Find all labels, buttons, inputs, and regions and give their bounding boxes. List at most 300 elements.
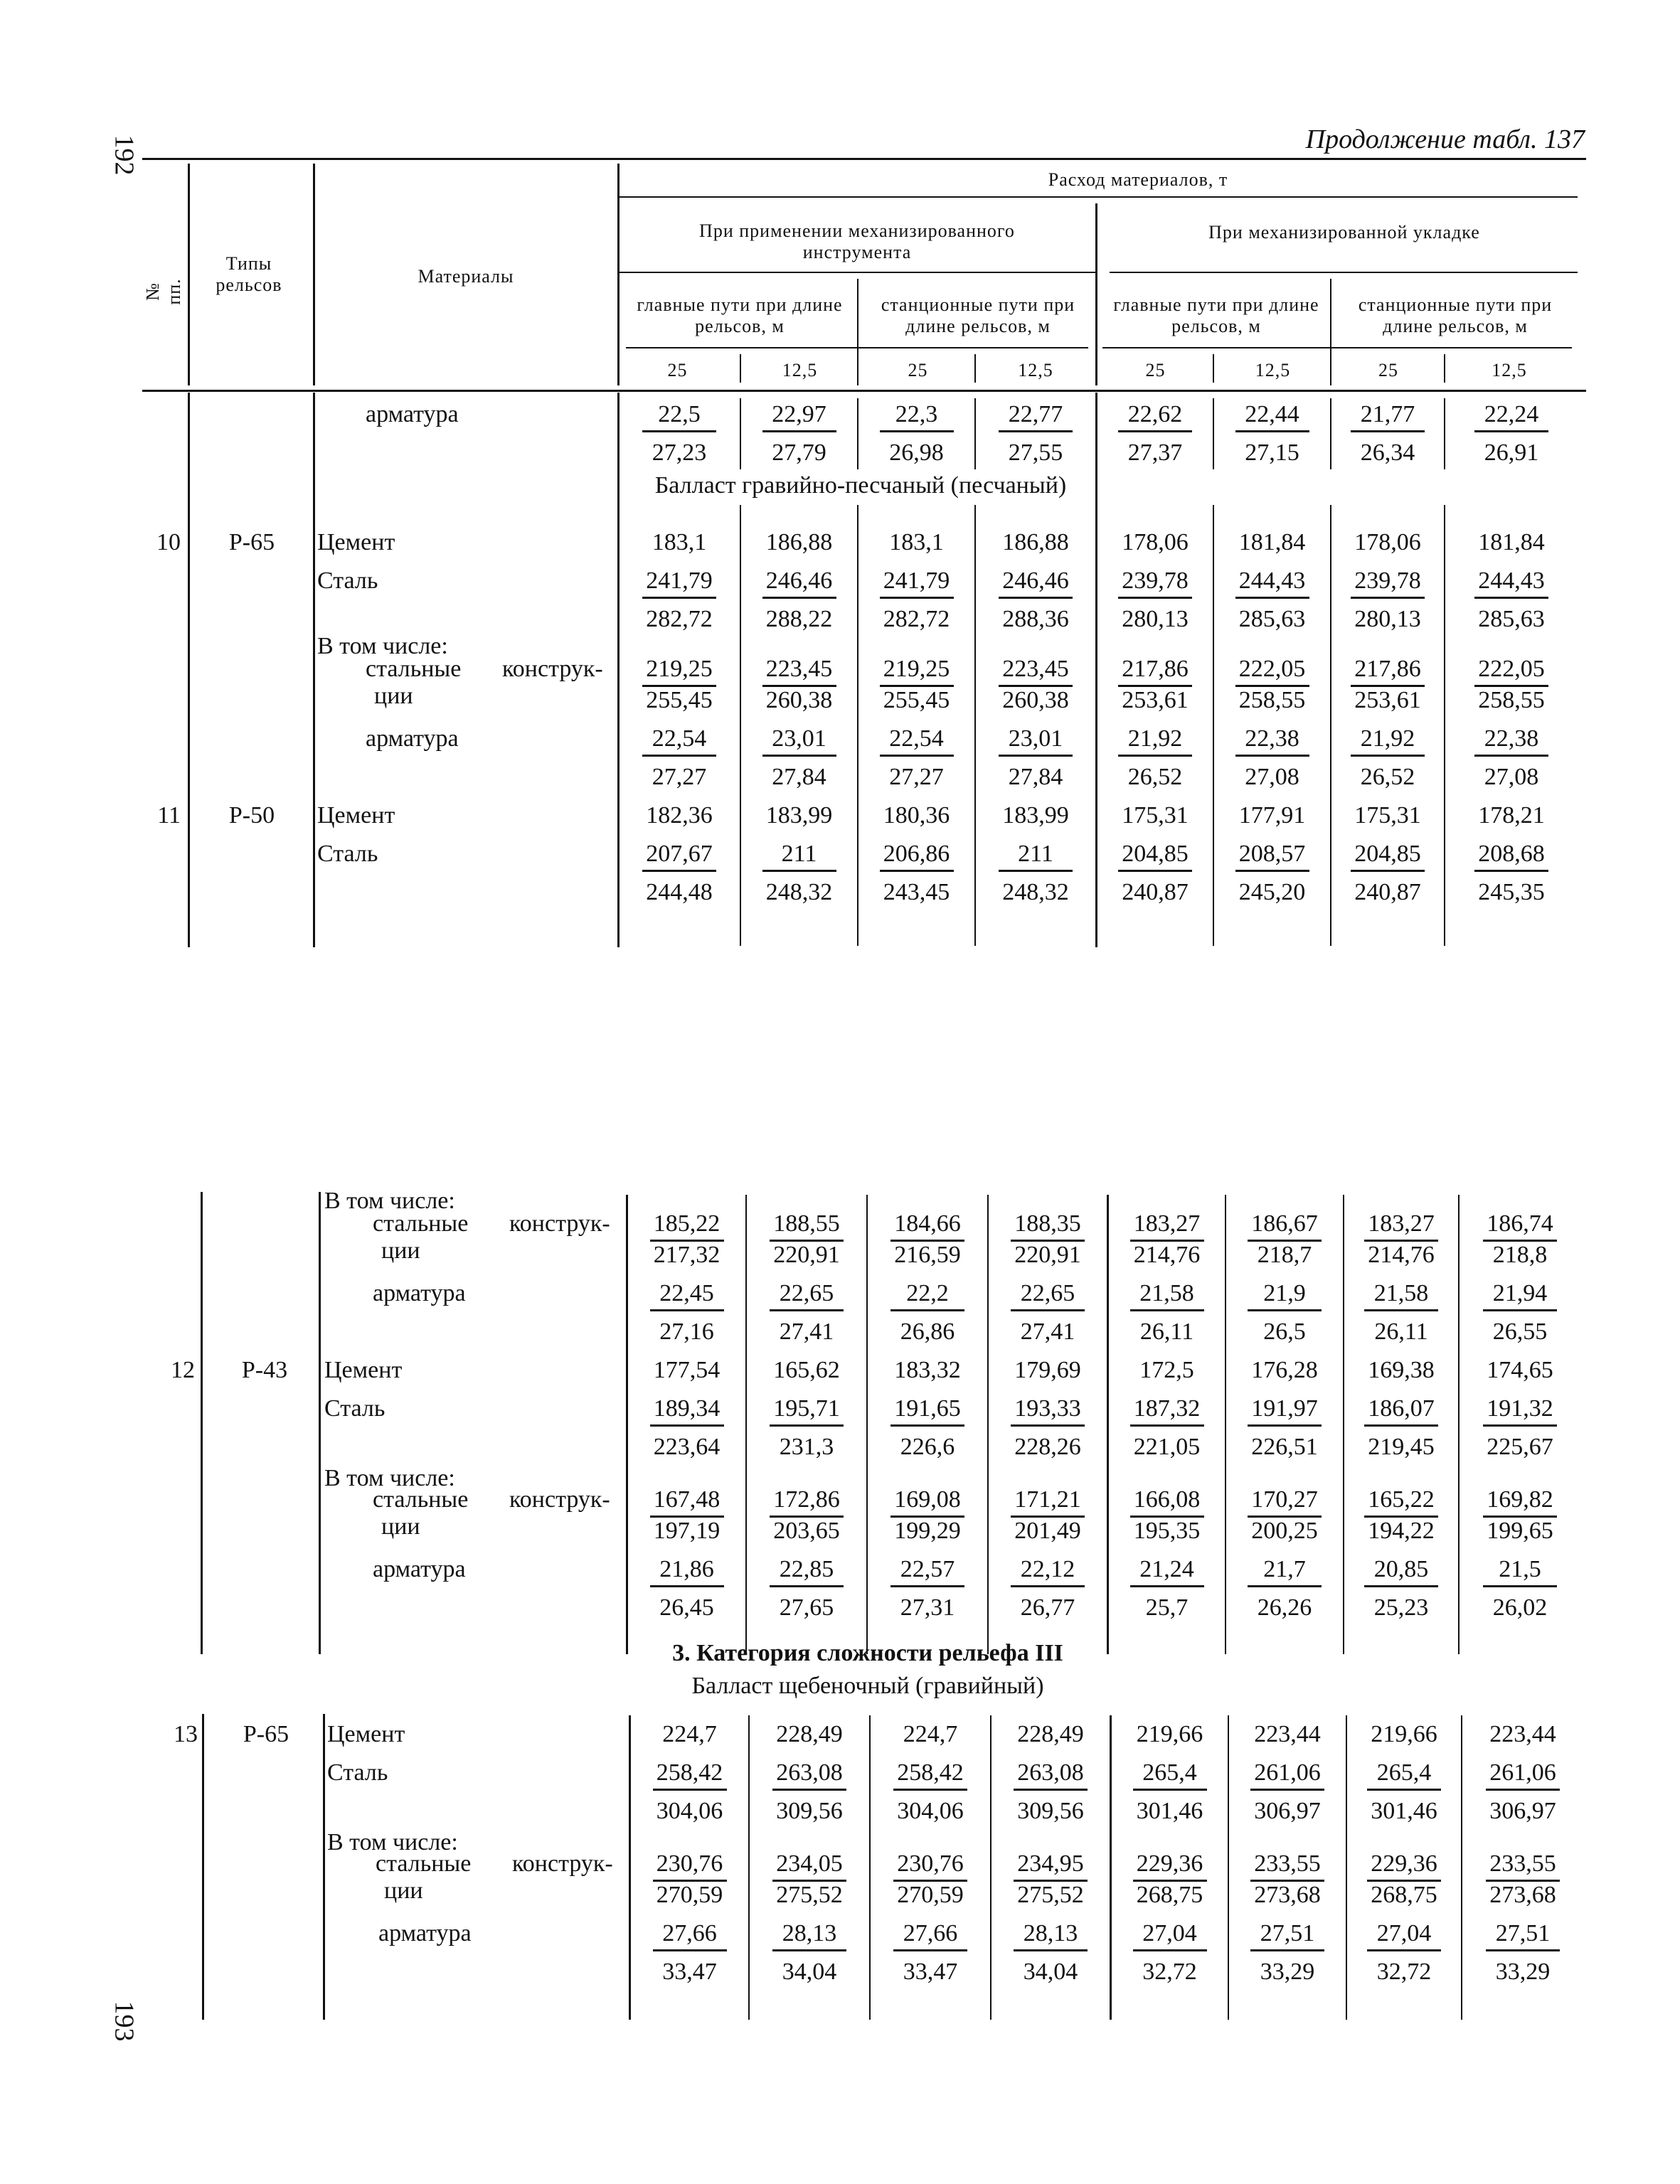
value-cell: 177,54 xyxy=(653,1357,721,1383)
value-cell: 203,65 xyxy=(773,1518,840,1544)
value-cell: 221,05 xyxy=(1133,1434,1201,1460)
value-cell: 33,29 xyxy=(1495,1959,1551,1985)
value-cell: 258,42 xyxy=(631,1754,748,1792)
table-row xyxy=(0,797,1680,835)
table-row xyxy=(0,1313,1680,1351)
material-label: Цемент xyxy=(324,1357,403,1383)
material-label: В том числе: xyxy=(324,1465,455,1491)
value-cell: 273,68 xyxy=(1489,1882,1556,1908)
value-cell: 27,15 xyxy=(1245,440,1299,466)
value-cell: 199,29 xyxy=(894,1518,961,1544)
value-cell: 306,97 xyxy=(1254,1798,1321,1824)
value-cell: 27,27 xyxy=(889,764,944,790)
value-cell: 217,32 xyxy=(653,1242,721,1268)
value-cell: 239,78 xyxy=(1331,562,1444,600)
value-cell: 165,62 xyxy=(773,1357,840,1383)
value-cell: 220,91 xyxy=(1014,1242,1081,1268)
section-heading: Балласт гравийно-песчаный (песчаный) xyxy=(654,472,1067,499)
value-cell: 241,79 xyxy=(619,562,740,600)
table-row xyxy=(0,1274,1680,1313)
table-row xyxy=(0,681,1680,720)
value-cell: 219,25 xyxy=(858,650,974,688)
header-bottom-rule xyxy=(142,390,1586,392)
value-cell: 174,65 xyxy=(1487,1357,1553,1383)
value-cell: 183,1 xyxy=(652,529,707,555)
value-cell: 25,23 xyxy=(1373,1594,1429,1621)
value-cell: 186,07 xyxy=(1344,1390,1458,1428)
table-row xyxy=(0,523,1680,562)
value-cell: 33,47 xyxy=(903,1959,958,1985)
value-cell: 255,45 xyxy=(646,687,713,713)
table-row xyxy=(0,1512,1680,1550)
value-cell: 34,04 xyxy=(1023,1959,1078,1985)
value-cell: 22,65 xyxy=(747,1274,866,1313)
row-number: 12 xyxy=(171,1357,195,1383)
value-cell: 223,44 xyxy=(1489,1721,1556,1747)
value-cell: 167,48 xyxy=(628,1481,745,1519)
value-cell: 27,51 xyxy=(1229,1914,1346,1953)
value-cell: 258,42 xyxy=(871,1754,990,1792)
value-cell: 26,91 xyxy=(1484,440,1539,466)
value-cell: 253,61 xyxy=(1354,687,1421,713)
header-length: 25 xyxy=(1378,360,1398,380)
material-label: арматура xyxy=(378,1920,472,1946)
value-cell: 248,32 xyxy=(1002,879,1069,905)
value-cell: 22,57 xyxy=(868,1550,987,1589)
value-cell: 175,31 xyxy=(1122,802,1189,829)
value-cell: 22,65 xyxy=(989,1274,1107,1313)
value-cell: 22,3 xyxy=(858,395,974,434)
value-cell: 186,88 xyxy=(1002,529,1069,555)
rail-type: Р-43 xyxy=(241,1357,288,1383)
value-cell: 26,98 xyxy=(889,440,944,466)
table-row xyxy=(0,1236,1680,1274)
value-cell: 201,49 xyxy=(1014,1518,1081,1544)
value-cell: 193,33 xyxy=(989,1390,1107,1428)
value-cell: 218,8 xyxy=(1492,1242,1548,1268)
value-cell: 27,27 xyxy=(652,764,707,790)
value-cell: 309,56 xyxy=(1017,1798,1084,1824)
value-cell: 175,31 xyxy=(1354,802,1421,829)
value-cell: 244,43 xyxy=(1214,562,1330,600)
value-cell: 226,51 xyxy=(1251,1434,1318,1460)
value-cell: 191,97 xyxy=(1226,1390,1343,1428)
value-cell: 22,24 xyxy=(1445,395,1578,434)
value-cell: 33,29 xyxy=(1260,1959,1315,1985)
value-cell: 172,5 xyxy=(1139,1357,1194,1383)
value-cell: 21,9 xyxy=(1226,1274,1343,1313)
value-cell: 223,45 xyxy=(741,650,857,688)
rail-type: Р-65 xyxy=(243,1721,289,1747)
value-cell: 219,45 xyxy=(1368,1434,1435,1460)
material-label: В том числе: xyxy=(327,1829,458,1855)
value-cell: 204,85 xyxy=(1097,835,1213,873)
table-row xyxy=(0,1914,1680,1953)
material-label: ции xyxy=(381,1237,420,1264)
value-cell: 26,02 xyxy=(1492,1594,1548,1621)
value-cell: 28,13 xyxy=(750,1914,869,1953)
header-length: 12,5 xyxy=(1255,360,1291,380)
header-sub-station-2: станционные пути при длине рельсов, м xyxy=(1358,294,1553,336)
material-label: стальные xyxy=(376,1850,472,1877)
value-cell: 186,67 xyxy=(1226,1205,1343,1243)
value-cell: 22,38 xyxy=(1214,720,1330,758)
value-cell: 181,84 xyxy=(1478,529,1545,555)
value-cell: 245,20 xyxy=(1238,879,1306,905)
value-cell: 214,76 xyxy=(1133,1242,1201,1268)
value-cell: 207,67 xyxy=(619,835,740,873)
table-row xyxy=(0,758,1680,797)
value-cell: 22,97 xyxy=(741,395,857,434)
value-cell: 230,76 xyxy=(631,1845,748,1883)
value-cell: 233,55 xyxy=(1229,1845,1346,1883)
value-cell: 223,45 xyxy=(976,650,1095,688)
value-cell: 206,86 xyxy=(858,835,974,873)
value-cell: 26,55 xyxy=(1492,1319,1548,1345)
section-heading: Балласт щебеночный (гравийный) xyxy=(691,1673,1044,1699)
value-cell: 22,62 xyxy=(1097,395,1213,434)
header-group-tool: При применении механизированного инструмента xyxy=(699,220,1015,262)
value-cell: 27,04 xyxy=(1112,1914,1228,1953)
material-label: арматура xyxy=(366,725,459,752)
value-cell: 275,52 xyxy=(776,1882,843,1908)
value-cell: 280,13 xyxy=(1122,606,1189,632)
table-row xyxy=(0,434,1680,472)
value-cell: 169,82 xyxy=(1460,1481,1580,1519)
header-sub-station-1: станционные пути при длине рельсов, м xyxy=(881,294,1075,336)
value-cell: 208,68 xyxy=(1445,835,1578,873)
value-cell: 275,52 xyxy=(1017,1882,1084,1908)
value-cell: 27,08 xyxy=(1245,764,1299,790)
material-label: стальные xyxy=(373,1486,469,1513)
value-cell: 22,38 xyxy=(1445,720,1578,758)
value-cell: 183,27 xyxy=(1344,1205,1458,1243)
value-cell: 27,66 xyxy=(871,1914,990,1953)
value-cell: 27,51 xyxy=(1462,1914,1583,1953)
value-cell: 165,22 xyxy=(1344,1481,1458,1519)
header-length: 25 xyxy=(908,360,928,380)
material-label: ции xyxy=(374,683,413,709)
material-label: арматура xyxy=(366,401,459,427)
value-cell: 21,5 xyxy=(1460,1550,1580,1589)
value-cell: 240,87 xyxy=(1122,879,1189,905)
value-cell: 22,54 xyxy=(619,720,740,758)
table-row xyxy=(0,1953,1680,1991)
value-cell: 260,38 xyxy=(1002,687,1069,713)
value-cell: 27,84 xyxy=(1008,764,1063,790)
table-row xyxy=(0,1550,1680,1589)
value-cell: 21,58 xyxy=(1344,1274,1458,1313)
value-cell: 34,04 xyxy=(782,1959,837,1985)
value-cell: 282,72 xyxy=(883,606,950,632)
value-cell: 176,28 xyxy=(1251,1357,1318,1383)
value-cell: 230,76 xyxy=(871,1845,990,1883)
row-number: 10 xyxy=(156,529,181,555)
material-label: Цемент xyxy=(317,529,395,555)
page-number-bottom: 193 xyxy=(109,2001,139,2042)
value-cell: 268,75 xyxy=(1136,1882,1203,1908)
header-length: 12,5 xyxy=(782,360,818,380)
value-cell: 27,16 xyxy=(659,1319,714,1345)
value-cell: 248,32 xyxy=(765,879,833,905)
header-length: 25 xyxy=(1145,360,1166,380)
table-row xyxy=(0,1390,1680,1428)
value-cell: 186,88 xyxy=(765,529,833,555)
value-cell: 228,49 xyxy=(776,1721,843,1747)
value-cell: 191,65 xyxy=(868,1390,987,1428)
value-cell: 280,13 xyxy=(1354,606,1421,632)
value-cell: 255,45 xyxy=(883,687,950,713)
value-cell: 229,36 xyxy=(1347,1845,1461,1883)
value-cell: 26,5 xyxy=(1263,1319,1306,1345)
value-cell: 263,08 xyxy=(750,1754,869,1792)
value-cell: 20,85 xyxy=(1344,1550,1458,1589)
value-cell: 183,32 xyxy=(894,1357,961,1383)
header-consumption: Расход материалов, т xyxy=(1048,169,1228,190)
value-cell: 265,4 xyxy=(1112,1754,1228,1792)
header-sub-main-2: главные пути при длине рельсов, м xyxy=(1113,294,1319,336)
table-row xyxy=(0,395,1680,434)
value-cell: 216,59 xyxy=(894,1242,961,1268)
value-cell: 261,06 xyxy=(1462,1754,1583,1792)
value-cell: 26,77 xyxy=(1020,1594,1075,1621)
value-cell: 23,01 xyxy=(976,720,1095,758)
material-label: Цемент xyxy=(327,1721,405,1747)
header-col-type: Типы рельсов xyxy=(216,253,282,295)
value-cell: 239,78 xyxy=(1097,562,1213,600)
value-cell: 228,26 xyxy=(1014,1434,1081,1460)
value-cell: 282,72 xyxy=(646,606,713,632)
material-label: конструк- xyxy=(509,1486,610,1513)
value-cell: 22,5 xyxy=(619,395,740,434)
value-cell: 265,4 xyxy=(1347,1754,1461,1792)
material-label: Цемент xyxy=(317,802,395,829)
value-cell: 219,25 xyxy=(619,650,740,688)
value-cell: 229,36 xyxy=(1112,1845,1228,1883)
value-cell: 240,87 xyxy=(1354,879,1421,905)
material-label: арматура xyxy=(373,1280,466,1306)
value-cell: 195,71 xyxy=(747,1390,866,1428)
value-cell: 21,92 xyxy=(1097,720,1213,758)
value-cell: 27,66 xyxy=(631,1914,748,1953)
header-length: 12,5 xyxy=(1018,360,1053,380)
value-cell: 253,61 xyxy=(1122,687,1189,713)
value-cell: 21,58 xyxy=(1109,1274,1225,1313)
material-label: Сталь xyxy=(324,1395,386,1422)
value-cell: 246,46 xyxy=(741,562,857,600)
value-cell: 288,22 xyxy=(765,606,833,632)
value-cell: 301,46 xyxy=(1371,1798,1437,1824)
value-cell: 21,24 xyxy=(1109,1550,1225,1589)
value-cell: 199,65 xyxy=(1487,1518,1553,1544)
value-cell: 169,38 xyxy=(1368,1357,1435,1383)
material-label: конструк- xyxy=(502,656,603,682)
value-cell: 189,34 xyxy=(628,1390,745,1428)
value-cell: 288,36 xyxy=(1002,606,1069,632)
value-cell: 26,11 xyxy=(1139,1319,1194,1345)
value-cell: 22,54 xyxy=(858,720,974,758)
value-cell: 182,36 xyxy=(646,802,713,829)
header-top-rule xyxy=(142,158,1586,160)
row-number: 11 xyxy=(157,802,181,829)
value-cell: 309,56 xyxy=(776,1798,843,1824)
value-cell: 223,44 xyxy=(1254,1721,1321,1747)
value-cell: 285,63 xyxy=(1238,606,1306,632)
value-cell: 194,22 xyxy=(1368,1518,1435,1544)
value-cell: 22,44 xyxy=(1214,395,1330,434)
value-cell: 222,05 xyxy=(1214,650,1330,688)
value-cell: 306,97 xyxy=(1489,1798,1556,1824)
rail-type: Р-50 xyxy=(228,802,275,829)
value-cell: 27,65 xyxy=(779,1594,834,1621)
value-cell: 183,99 xyxy=(765,802,833,829)
section-heading: 3. Категория сложности рельефа III xyxy=(672,1640,1063,1666)
value-cell: 25,7 xyxy=(1145,1594,1189,1621)
value-cell: 26,11 xyxy=(1374,1319,1428,1345)
value-cell: 27,04 xyxy=(1347,1914,1461,1953)
material-label: В том числе: xyxy=(324,1188,455,1214)
value-cell: 184,66 xyxy=(868,1205,987,1243)
value-cell: 211 xyxy=(976,835,1095,873)
value-cell: 244,43 xyxy=(1445,562,1578,600)
value-cell: 219,66 xyxy=(1371,1721,1437,1747)
value-cell: 243,45 xyxy=(883,879,950,905)
value-cell: 27,37 xyxy=(1127,440,1183,466)
value-cell: 273,68 xyxy=(1254,1882,1321,1908)
table-row xyxy=(0,720,1680,758)
value-cell: 22,12 xyxy=(989,1550,1107,1589)
header-col-num: № пп. xyxy=(142,278,184,305)
value-cell: 169,08 xyxy=(868,1481,987,1519)
material-label: ции xyxy=(384,1877,423,1904)
header-col-material: Материалы xyxy=(418,266,514,287)
value-cell: 234,95 xyxy=(991,1845,1110,1883)
rail-type: Р-65 xyxy=(228,529,275,555)
value-cell: 261,06 xyxy=(1229,1754,1346,1792)
table-row xyxy=(0,562,1680,600)
value-cell: 219,66 xyxy=(1136,1721,1203,1747)
table-row xyxy=(0,1351,1680,1390)
value-cell: 241,79 xyxy=(858,562,974,600)
value-cell: 178,21 xyxy=(1478,802,1545,829)
value-cell: 27,79 xyxy=(772,440,826,466)
material-label: конструк- xyxy=(512,1850,613,1877)
table-row xyxy=(0,1754,1680,1792)
value-cell: 246,46 xyxy=(976,562,1095,600)
value-cell: 228,49 xyxy=(1017,1721,1084,1747)
value-cell: 183,99 xyxy=(1002,802,1069,829)
value-cell: 26,52 xyxy=(1360,764,1415,790)
value-cell: 218,7 xyxy=(1257,1242,1312,1268)
value-cell: 22,85 xyxy=(747,1550,866,1589)
value-cell: 23,01 xyxy=(741,720,857,758)
value-cell: 171,21 xyxy=(989,1481,1107,1519)
value-cell: 21,7 xyxy=(1226,1550,1343,1589)
value-cell: 21,86 xyxy=(628,1550,745,1589)
value-cell: 217,86 xyxy=(1331,650,1444,688)
value-cell: 26,34 xyxy=(1360,440,1415,466)
value-cell: 27,55 xyxy=(1008,440,1063,466)
value-cell: 270,59 xyxy=(897,1882,964,1908)
value-cell: 21,92 xyxy=(1331,720,1444,758)
value-cell: 33,47 xyxy=(662,1959,717,1985)
value-cell: 187,32 xyxy=(1109,1390,1225,1428)
value-cell: 27,08 xyxy=(1484,764,1539,790)
value-cell: 200,25 xyxy=(1251,1518,1318,1544)
value-cell: 183,1 xyxy=(889,529,944,555)
value-cell: 27,23 xyxy=(652,440,707,466)
value-cell: 21,94 xyxy=(1460,1274,1580,1313)
value-cell: 263,08 xyxy=(991,1754,1110,1792)
value-cell: 244,48 xyxy=(646,879,713,905)
material-label: Сталь xyxy=(317,568,378,594)
value-cell: 222,05 xyxy=(1445,650,1578,688)
value-cell: 26,26 xyxy=(1257,1594,1312,1621)
value-cell: 172,86 xyxy=(747,1481,866,1519)
value-cell: 180,36 xyxy=(883,802,950,829)
value-cell: 178,06 xyxy=(1122,529,1189,555)
value-cell: 28,13 xyxy=(991,1914,1110,1953)
table-row xyxy=(0,873,1680,912)
value-cell: 197,19 xyxy=(653,1518,721,1544)
value-cell: 22,2 xyxy=(868,1274,987,1313)
value-cell: 208,57 xyxy=(1214,835,1330,873)
value-cell: 258,55 xyxy=(1478,687,1545,713)
value-cell: 191,32 xyxy=(1460,1390,1580,1428)
value-cell: 214,76 xyxy=(1368,1242,1435,1268)
value-cell: 22,77 xyxy=(976,395,1095,434)
value-cell: 185,22 xyxy=(628,1205,745,1243)
header-group-mech: При механизированной укладке xyxy=(1208,222,1480,243)
value-cell: 211 xyxy=(741,835,857,873)
value-cell: 270,59 xyxy=(656,1882,723,1908)
value-cell: 225,67 xyxy=(1487,1434,1553,1460)
value-cell: 27,41 xyxy=(1020,1319,1075,1345)
value-cell: 258,55 xyxy=(1238,687,1306,713)
value-cell: 268,75 xyxy=(1371,1882,1437,1908)
value-cell: 304,06 xyxy=(897,1798,964,1824)
value-cell: 186,74 xyxy=(1460,1205,1580,1243)
material-label: Сталь xyxy=(327,1759,388,1786)
material-label: В том числе: xyxy=(317,633,448,659)
row-number: 13 xyxy=(174,1721,198,1747)
table-row xyxy=(0,1715,1680,1754)
value-cell: 170,27 xyxy=(1226,1481,1343,1519)
material-label: стальные xyxy=(373,1210,469,1237)
value-cell: 166,08 xyxy=(1109,1481,1225,1519)
header-sub-main-1: главные пути при длине рельсов, м xyxy=(637,294,843,336)
value-cell: 32,72 xyxy=(1142,1959,1197,1985)
value-cell: 217,86 xyxy=(1097,650,1213,688)
table-caption: Продолжение табл. 137 xyxy=(1305,124,1585,154)
value-cell: 188,55 xyxy=(747,1205,866,1243)
material-label: стальные xyxy=(366,656,462,682)
table-row xyxy=(0,1589,1680,1627)
value-cell: 224,7 xyxy=(903,1721,958,1747)
value-cell: 27,41 xyxy=(779,1319,834,1345)
value-cell: 231,3 xyxy=(779,1434,834,1460)
value-cell: 188,35 xyxy=(989,1205,1107,1243)
value-cell: 226,6 xyxy=(900,1434,955,1460)
value-cell: 22,45 xyxy=(628,1274,745,1313)
value-cell: 26,52 xyxy=(1127,764,1183,790)
material-label: конструк- xyxy=(509,1210,610,1237)
value-cell: 233,55 xyxy=(1462,1845,1583,1883)
value-cell: 27,31 xyxy=(900,1594,955,1621)
value-cell: 32,72 xyxy=(1376,1959,1432,1985)
value-cell: 234,05 xyxy=(750,1845,869,1883)
material-label: арматура xyxy=(373,1556,466,1582)
